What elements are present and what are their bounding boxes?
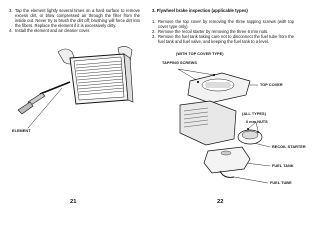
fuel-tube-label: FUEL TUBE — [270, 181, 292, 185]
step-text: Tap the element lightly several times on a hard surface to remove excess dirt, or blow compressed air through the filter from the inside out. Never try to brush the dirt off; brushing will force dirt into the fibers. Replace the element if it is excessively dirty. — [15, 8, 140, 29]
section-heading — [152, 8, 248, 13]
all-types-label: (ALL TYPES) — [242, 112, 266, 116]
step-number: 3. — [152, 34, 156, 40]
heading-text: Flywheel brake inspection (applicable types) — [156, 8, 248, 13]
step-text: Install the element and air cleaner cover. — [15, 28, 91, 34]
heading-number: 3. — [152, 8, 156, 13]
step-number: 2. — [152, 29, 156, 35]
recoil-starter-label: RECOIL STARTER — [272, 145, 306, 149]
step-number: 1. — [152, 19, 156, 24]
step-number: 3. — [9, 8, 13, 13]
nuts-label: 6 mm NUTS — [246, 120, 268, 124]
step-3 — [9, 8, 140, 28]
element-label: ELEMENT — [12, 129, 31, 133]
step-3 — [152, 34, 294, 44]
step-4 — [9, 28, 140, 33]
with-top-cover-type-label: (WITH TOP COVER TYPE) — [176, 52, 224, 56]
step-text: Remove the recoil starter by removing the three 6 mm nuts. — [158, 29, 269, 35]
right-page — [150, 0, 306, 214]
top-cover-label: TOP COVER — [260, 83, 283, 87]
step-text: Remove the fuel tank taking care not to disconnect the fuel tube from the fuel tank and fuel valve, and keeping the fuel tank to a level. — [158, 34, 294, 45]
step-1 — [152, 19, 294, 29]
step-text: Remove the top cover by removing the three tapping screws (with top cover type only). — [158, 19, 294, 30]
page-number: 21 — [70, 199, 77, 205]
right-steps — [152, 19, 294, 44]
left-page — [0, 0, 150, 214]
page-number: 22 — [217, 199, 224, 205]
step-number: 4. — [9, 28, 13, 34]
tapping-screws-label: TAPPING SCREWS — [162, 61, 198, 65]
fuel-tank-label: FUEL TANK — [272, 164, 294, 168]
left-steps — [9, 8, 140, 33]
